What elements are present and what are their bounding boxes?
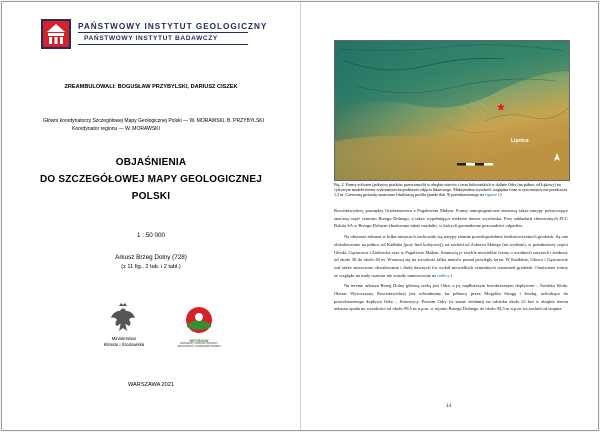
scale-bar-icon	[457, 163, 493, 166]
title-page	[2, 2, 301, 430]
ministry-line-2: Klimatu i Środowiska	[103, 341, 145, 347]
fund-line-1: NFOŚiGW	[189, 338, 209, 343]
institute-name: PAŃSTWOWY INSTYTUT GEOLOGICZNY	[78, 22, 268, 31]
map-place-label: Lipnica	[511, 138, 529, 144]
ministry-label	[102, 336, 146, 347]
main-coordinators: Główni koordynatorzy Szczegółowej Mapy Geologicznej Polski — W. MORAWSKI, B. PRZYBYLSKI	[43, 118, 265, 124]
table-link[interactable]: tablicy I	[437, 272, 453, 278]
institute-logo-icon	[40, 18, 72, 50]
ministry-line-1: Ministerstwo	[111, 336, 137, 341]
figure-caption	[334, 182, 568, 198]
fund-line-2: NARODOWY FUNDUSZ OCHRONY ŚRODOWISKA I GOSPODARKI WODNEJ	[177, 343, 221, 348]
document-spread	[1, 1, 599, 431]
content-page	[301, 2, 598, 430]
header-rule	[78, 32, 248, 33]
sheet-details: (z 11 fig., 2 tab. i 2 tabl.)	[121, 264, 181, 270]
lidar-terrain-map	[334, 40, 570, 181]
region-coordinator: Koordynator regionu — W. MORAWSKI	[72, 126, 160, 132]
title-line-3: POLSKI	[131, 191, 171, 202]
sheet-name: Arkusz Brzeg Dolny (728)	[115, 254, 187, 261]
document-title	[2, 154, 300, 205]
nfosigw-logo-icon	[184, 305, 214, 335]
caption-text: Fig. 2. Formy eoliczne (pokrywy piasków przewianych) w obrębie starców i teras holoceńskich w dolinie Odry (na północ od Łąkowy) na cyfrowym modelu terenu wykonanym na podstawie zdjęcia lidarowego. Maksymalna wysokość względna form w tym miejscu nie przekracza 1,5 m. Czerwoną gwiazdą oznaczono lokalizację profilu (punkt dok. 9) przedstawionego na	[334, 182, 568, 198]
body-text	[334, 207, 568, 316]
title-line-1: OBJAŚNIENIA	[115, 157, 187, 168]
caption-figure-link[interactable]: figurze 10	[485, 192, 502, 198]
paragraph: Na terenie arkusza Brzeg Dolny główną rzeką jest Odra, a jej najdłuższym lewobrzeżnym dopływem – Średzka Woda. Obszar Wysoczyzny Roscisławickiej jest odwadniany ku północy przez Mopylka Strugę i Jeszkę, uchodzące do prawobrzeżnego dopływu Odry – Jezierzycy. Poziom Odry (w stanie średnim) na odcinku około 21 km w obrębie terenu arkusza opada na wysokości od około 99,5 m n.p.m. w rejonie Brzegu Dolnego do około 94,5 m n.p.m. na zachód od stopnia	[334, 283, 568, 312]
paragraph: Na obszarze arkusza w kilku miejscach zachowały się nasypy ziemne prawdopodobnie średniowiecznych grodzisk. Są one zlokalizowane na północ od Kadłuba (przy linii kolejowej), na zachód od Zaborza Małego (na wydmie), w południowej części Głoski, Gąsiorowa i Zrekówka oraz w Pogalewie Małym. Stanowią je zwykle niewielkie formy o owalnych zarysach i średnicy od około 30 do około 40 m. Wznoszą się na wysokość kilku metrów ponad przyległy teren. W Kadłubie, Głosce i Gąsiorowie wał także zniszczone obwałowania i ślady dawnych fos wokół niewielkich centralnych wzniesień grodzisk. Omówione formy ze względu na mały rozmiar nie zostały umieszczone na tablicy I.	[334, 234, 568, 278]
header-rule	[78, 44, 248, 45]
nfosigw-label	[174, 338, 224, 349]
page-number: 14	[446, 404, 451, 409]
title-line-2: DO SZCZEGÓŁOWEJ MAPY GEOLOGICZNEJ	[40, 174, 262, 185]
paragraph-text: Na obszarze arkusza w kilku miejscach zachowały się nasypy ziemne prawdopodobnie średniowiecznych grodzisk. Są one zlokalizowane na północ od Kadłuba (przy linii kolejowej), na zachód od Zaborza Małego (na wydmie), w południowej części Głoski, Gąsiorowa i Zrekówka oraz w Pogalewie Małym. Stanowią je zwykle niewielkie formy o owalnych zarysach i średnicy od około 30 do około 40 m. Wznoszą się na wysokość kilku metrów ponad przyległy teren. W Kadłubie, Głosce i Gąsiorowie wał także zniszczone obwałowania i ślady dawnych fos wokół niewielkich centralnych wzniesień grodzisk. Omówione formy ze względu na mały rozmiar nie zostały umieszczone na	[334, 234, 568, 278]
map-scale: 1 : 50 000	[136, 232, 165, 239]
compiled-by: ZREAMBULOWALI: BOGUSŁAW PRZYBYLSKI, DARIUSZ CISZEK	[64, 84, 238, 90]
institute-subname: PAŃSTWOWY INSTYTUT BADAWCZY	[84, 35, 218, 42]
paragraph: Roscisławickiej, pomiędzy Grodzanowem a Pogalewem Małym. Formy antropogeniczne stanowią także nasypy pokrywające znaczną część centrum Brzegu Dolnego, a także wypełniające niektóre dawne wyrobiska. Przy zakładach chemicznych PCC Rokita SA w Brzegu Dolnym zbudowane także osadniki, w których gromadzone pozostałości odpadów.	[334, 208, 568, 229]
polish-eagle-emblem-icon	[110, 302, 136, 334]
place-year: WARSZAWA 2021	[127, 382, 174, 388]
